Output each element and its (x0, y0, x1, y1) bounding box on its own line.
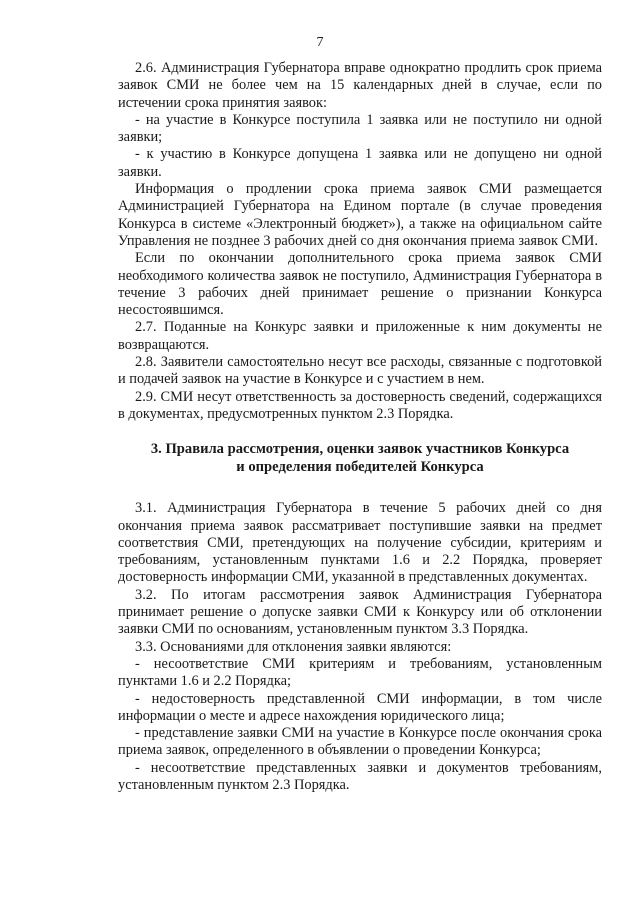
paragraph-2-6: 2.6. Администрация Губернатора вправе однократно продлить срок приема заявок СМИ не более чем на 15 календарных дней в случае, если по истечении срока принятия заявок: (118, 60, 602, 111)
document-body (118, 60, 602, 794)
paragraph-3-3: 3.3. Основаниями для отклонения заявки являются: (135, 638, 452, 655)
list-item: - к участию в Конкурсе допущена 1 заявка или не допущено ни одной заявки. (118, 146, 602, 180)
list-item: - недостоверность представленной СМИ информации, в том числе информации о месте и адресе нахождения юридического лица; (118, 690, 602, 724)
list-item: - несоответствие СМИ критериям и требованиям, установленным пунктами 1.6 и 2.2 Порядка; (118, 655, 602, 690)
list-item: - представление заявки СМИ на участие в Конкурсе после окончания срока приема заявок, определенного в объявлении о проведении Конкурса; (118, 725, 602, 759)
list-item: - несоответствие представленных заявки и документов требованиям, установленным пунктом 2.3 Порядка. (118, 759, 602, 793)
paragraph-2-8: 2.8. Заявители самостоятельно несут все расходы, связанные с подготовкой и подачей заявок на участие в Конкурсе и с участием в нем. (118, 354, 602, 388)
section-title-line-1: 3. Правила рассмотрения, оценки заявок участников Конкурса (150, 441, 570, 458)
paragraph-3-2: 3.2. По итогам рассмотрения заявок Администрация Губернатора принимает решение о допуске заявки СМИ к Конкурсу или об отклонении заявки СМИ по основаниям, установленным пунктом 3.3 Порядка. (118, 586, 602, 638)
section-title (118, 440, 602, 476)
paragraph-2-7: 2.7. Поданные на Конкурс заявки и приложенные к ним документы не возвращаются. (118, 319, 602, 353)
paragraph-3-1: 3.1. Администрация Губернатора в течение 5 рабочих дней со дня окончания приема заявок рассматривает поступившие заявки на предмет соответствия СМИ, претендующих на получение субсидии, критериям и требованиям, установленным пунктами 1.6 и 2.2 Порядка, проверяет достоверность информации СМИ, указанной в представленных документах. (118, 500, 602, 586)
page-number: 7 (316, 35, 324, 50)
list-item: - на участие в Конкурсе поступила 1 заявка или не поступило ни одной заявки; (118, 111, 602, 146)
paragraph: Информация о продлении срока приема заявок СМИ размещается Администрацией Губернатора на Едином портале (в случае проведения Конкурса в системе «Электронный бюджет»), а также на официальном сайте Управления не позднее 3 рабочих дней со дня окончания приема заявок СМИ. (118, 181, 602, 249)
section-title-line-2: и определения победителей Конкурса (236, 459, 484, 476)
paragraph: Если по окончании дополнительного срока приема заявок СМИ необходимого количества заявок не поступило, Администрация Губернатора в течение 3 рабочих дней принимает решение о признании Конкурса несостоявшимся. (118, 250, 602, 319)
paragraph-2-9: 2.9. СМИ несут ответственность за достоверность сведений, содержащихся в документах, предусмотренных пунктом 2.3 Порядка. (118, 388, 602, 422)
